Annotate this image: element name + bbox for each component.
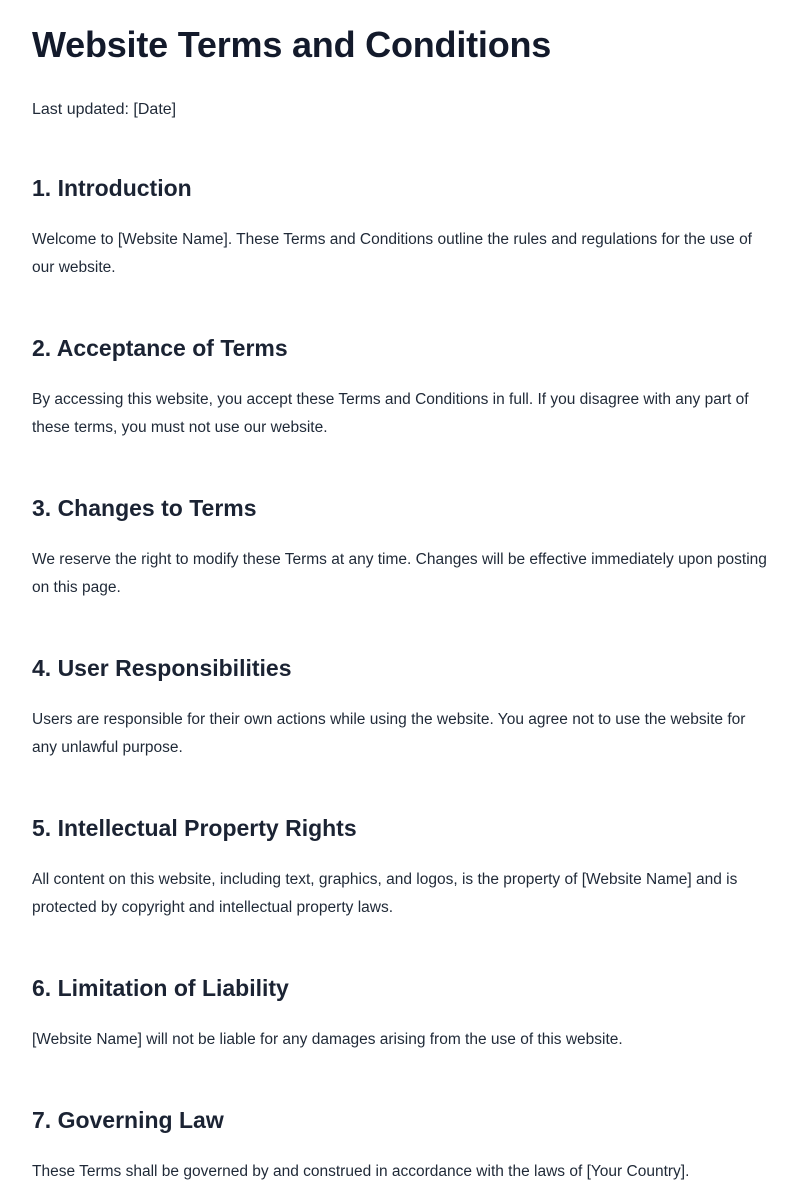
last-updated-text: Last updated: [Date] xyxy=(32,101,177,118)
section-user-responsibilities xyxy=(32,652,768,762)
section-acceptance-of-terms xyxy=(32,332,768,442)
section-body: [Website Name] will not be liable for any damages arising from the use of this website. xyxy=(32,1031,623,1048)
section-body: Users are responsible for their own actions while using the website. You agree not to use the website for any unlawful purpose. xyxy=(32,711,746,756)
section-heading: 5. Intellectual Property Rights xyxy=(32,815,357,841)
section-body: All content on this website, including text, graphics, and logos, is the property of [Website Name] and is protected by copyright and intellectual property laws. xyxy=(32,871,738,916)
section-heading: 6. Limitation of Liability xyxy=(32,975,289,1001)
section-heading: 7. Governing Law xyxy=(32,1107,224,1133)
page-title: Website Terms and Conditions xyxy=(32,24,552,65)
section-limitation-of-liability xyxy=(32,972,768,1054)
section-changes-to-terms xyxy=(32,492,768,602)
section-intellectual-property xyxy=(32,812,768,922)
section-heading: 4. User Responsibilities xyxy=(32,655,292,681)
section-introduction xyxy=(32,172,768,282)
section-body: Welcome to [Website Name]. These Terms and Conditions outline the rules and regulations for the use of our website. xyxy=(32,231,752,276)
section-body: By accessing this website, you accept these Terms and Conditions in full. If you disagree with any part of these terms, you must not use our website. xyxy=(32,391,749,436)
section-heading: 3. Changes to Terms xyxy=(32,495,257,521)
section-heading: 2. Acceptance of Terms xyxy=(32,335,288,361)
section-heading: 1. Introduction xyxy=(32,175,192,201)
section-body: We reserve the right to modify these Terms at any time. Changes will be effective immediately upon posting on this page. xyxy=(32,551,767,596)
section-governing-law xyxy=(32,1104,768,1186)
section-body: These Terms shall be governed by and construed in accordance with the laws of [Your Country]. xyxy=(32,1163,690,1180)
